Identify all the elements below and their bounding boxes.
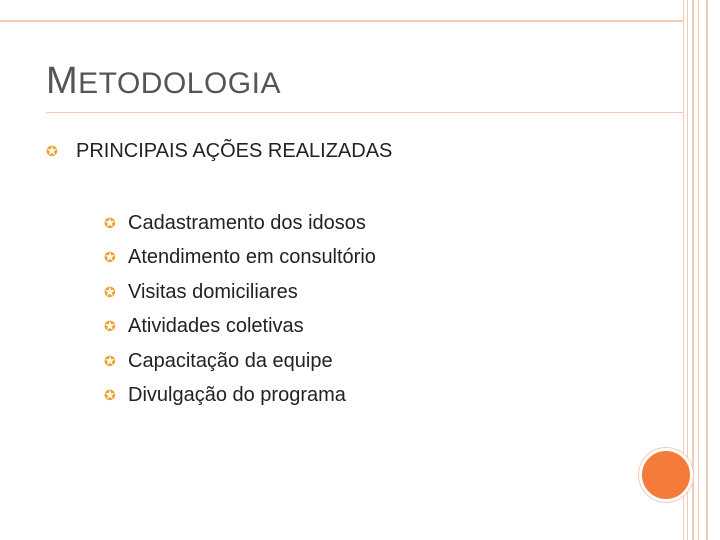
gear-bullet-icon: ✪ (104, 387, 116, 404)
list-item-text: Capacitação da equipe (128, 349, 333, 372)
title-rest: ETODOLOGIA (78, 67, 281, 100)
decorative-circle (639, 448, 693, 502)
frame-vertical-line (692, 0, 694, 540)
slide-title (46, 60, 281, 103)
list-item (104, 379, 376, 414)
gear-bullet-icon: ✪ (104, 283, 116, 300)
list-item (104, 206, 376, 241)
list-item (104, 241, 376, 276)
frame-vertical-line (698, 0, 699, 540)
list-item-text: Cadastramento dos idosos (128, 211, 366, 234)
list-item-text: Atendimento em consultório (128, 246, 376, 269)
sub-bullet-list (104, 206, 376, 413)
gear-bullet-icon: ✪ (104, 352, 116, 369)
main-bullet-text: PRINCIPAIS AÇÕES REALIZADAS (76, 140, 393, 162)
gear-bullet-icon: ✪ (46, 143, 58, 159)
list-item (104, 310, 376, 345)
gear-bullet-icon: ✪ (104, 214, 116, 231)
list-item (104, 275, 376, 310)
gear-bullet-icon: ✪ (104, 249, 116, 266)
title-first-letter: M (46, 60, 79, 102)
main-bullet (46, 140, 392, 163)
list-item-text: Divulgação do programa (128, 384, 346, 407)
list-item (104, 344, 376, 379)
title-underline (46, 112, 684, 113)
list-item-text: Atividades coletivas (128, 315, 304, 338)
frame-vertical-line (706, 0, 708, 540)
frame-top-line (0, 20, 684, 22)
gear-bullet-icon: ✪ (104, 318, 116, 335)
list-item-text: Visitas domiciliares (128, 280, 298, 303)
